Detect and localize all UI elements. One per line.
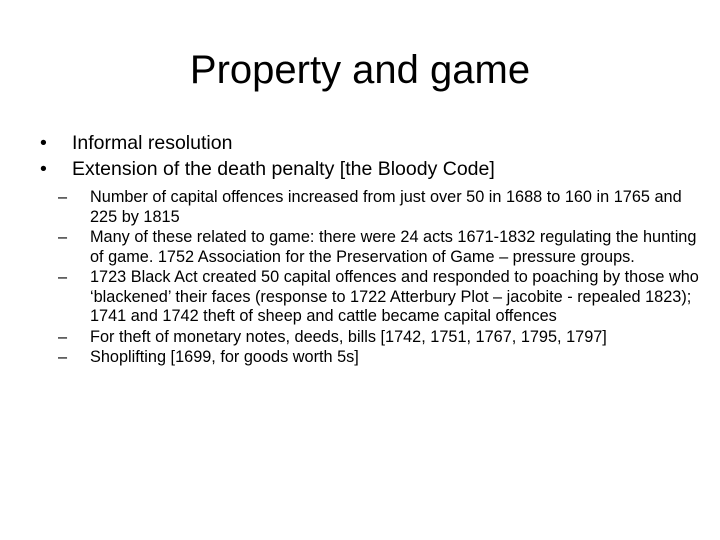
dash-marker: –	[58, 188, 68, 206]
sub-bullet-text: Shoplifting [1699, for goods worth 5s]	[90, 348, 359, 366]
bullet-marker: •	[40, 132, 47, 154]
dash-marker: –	[58, 268, 68, 286]
bullet-text: Informal resolution	[72, 132, 233, 154]
sub-bullet-text: Many of these related to game: there were 24 acts 1671-1832 regulating the hunting of game. 1752 Association for the Preservation of Game – pressure groups.	[90, 228, 697, 266]
dash-marker: –	[58, 348, 68, 366]
sub-bullet-text: For theft of monetary notes, deeds, bills [1742, 1751, 1767, 1795, 1797]	[90, 327, 607, 346]
bullet-item	[36, 130, 696, 156]
sub-bullet-list	[34, 188, 699, 368]
sub-bullet-item	[54, 348, 710, 368]
sub-bullet-item	[54, 328, 710, 348]
sub-bullet-item	[54, 188, 710, 227]
sub-bullet-item	[54, 228, 710, 267]
bullet-marker: •	[40, 158, 47, 180]
bullet-list	[36, 130, 696, 182]
sub-bullet-text: Number of capital offences increased from just over 50 in 1688 to 160 in 1765 and 225 by 1815	[90, 188, 682, 226]
dash-marker: –	[58, 228, 68, 246]
dash-marker: –	[58, 327, 68, 346]
bullet-item	[36, 156, 696, 182]
slide-content	[36, 130, 699, 369]
slide-title: Property and game	[189, 48, 531, 92]
bullet-text: Extension of the death penalty [the Bloody Code]	[72, 158, 495, 180]
sub-bullet-text: 1723 Black Act created 50 capital offences and responded to poaching by those who ‘blackened’ their faces (response to 1722 Atterbury Plot – jacobite - repealed 1823); 1741 and 1742 theft of sheep and cattle became capital offences	[90, 268, 699, 325]
sub-bullet-item	[54, 268, 710, 327]
